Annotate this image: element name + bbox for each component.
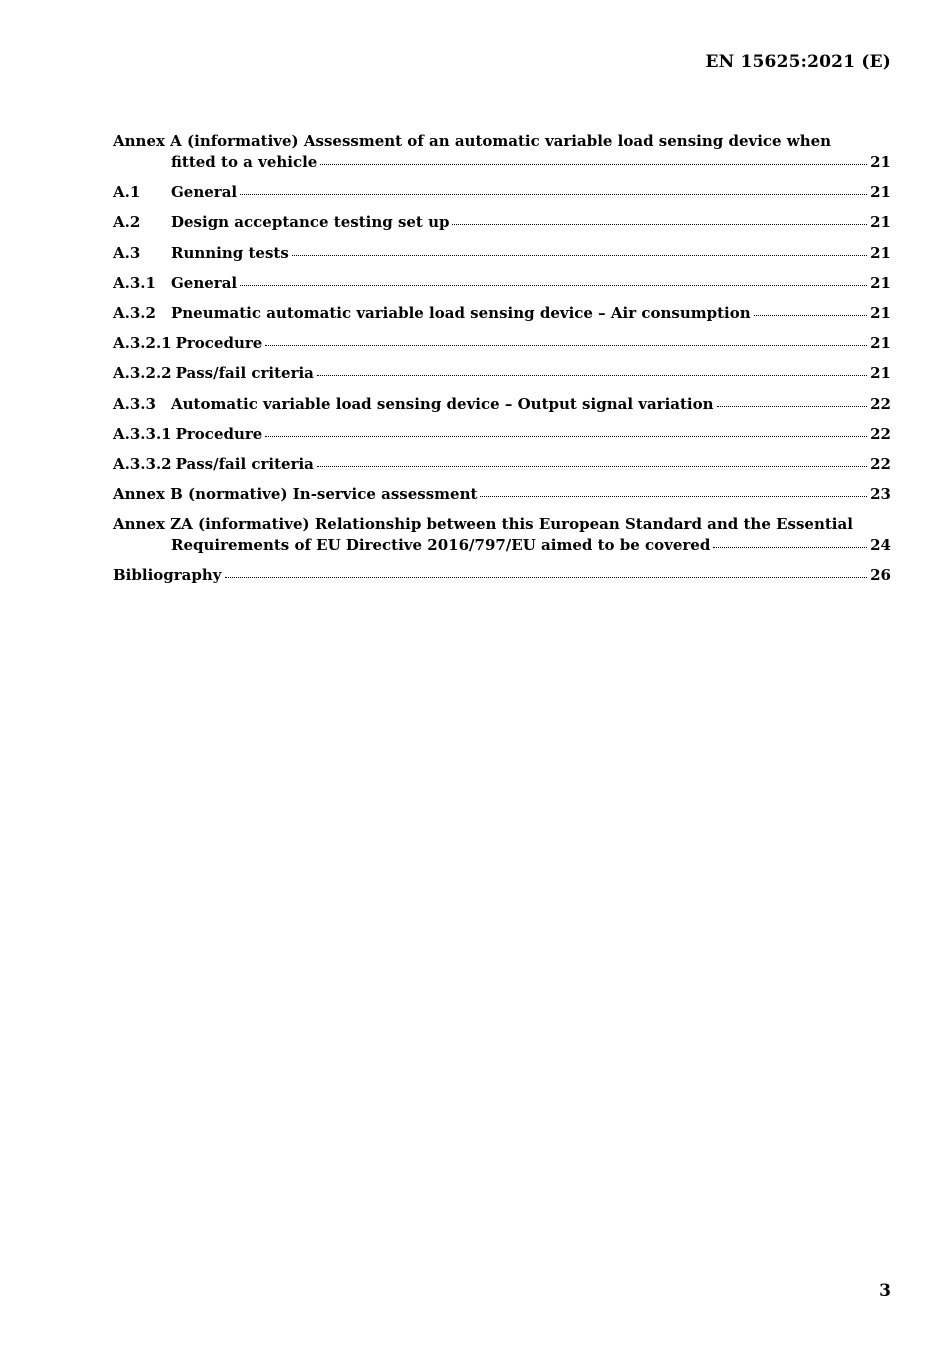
toc-leader-dots: [225, 566, 868, 580]
toc-page-number: 22: [870, 424, 891, 443]
toc-entry-a3-3-2[interactable]: [113, 454, 891, 475]
toc-entry-a2[interactable]: [113, 212, 891, 233]
toc-page-number: 21: [870, 273, 891, 292]
toc-section-number: A.3.2: [113, 303, 156, 322]
toc-section-title: Procedure: [175, 424, 263, 443]
toc-leader-dots: [240, 183, 867, 197]
toc-annex-za-title-line2: Requirements of EU Directive 2016/797/EU aimed to be covered: [171, 536, 711, 555]
toc-section-title: Automatic variable load sensing device – Output signal variation: [171, 394, 714, 413]
toc-section-title: Running tests: [171, 243, 289, 262]
toc-entry-bibliography[interactable]: [113, 565, 891, 586]
toc-entry-a3-3-1[interactable]: [113, 424, 891, 445]
document-id: EN 15625:2021 (E): [705, 52, 891, 72]
toc-section-number: A.2: [113, 213, 141, 232]
toc-section-title: General: [171, 183, 238, 202]
toc-leader-dots: [452, 213, 867, 227]
toc-entry-annex-a[interactable]: [113, 131, 891, 173]
toc-bibliography-title: Bibliography: [113, 566, 222, 585]
toc-section-title: Design acceptance testing set up: [171, 213, 450, 232]
toc-page-number: 21: [870, 364, 891, 383]
toc-entry-a3-2[interactable]: [113, 303, 891, 324]
toc-section-number: A.3.2.2: [113, 364, 172, 383]
toc-entry-a3-3[interactable]: [113, 394, 891, 415]
page-number: 3: [879, 1281, 891, 1301]
toc-leader-dots: [265, 334, 867, 348]
toc-leader-dots: [317, 364, 867, 378]
toc-entry-annex-b[interactable]: [113, 484, 891, 505]
toc-section-number: A.3.3.1: [113, 424, 172, 443]
toc-section-title: General: [171, 273, 238, 292]
toc-entry-annex-za[interactable]: [113, 514, 891, 556]
toc-leader-dots: [292, 244, 867, 258]
toc-leader-dots: [480, 485, 867, 499]
toc-annex-a-title-line2: fitted to a vehicle: [171, 153, 318, 171]
toc-page-number: 21: [870, 213, 891, 232]
toc-page-number: 21: [870, 303, 891, 322]
toc-entry-a1[interactable]: [113, 182, 891, 203]
toc-section-number: A.3.1: [113, 273, 156, 292]
toc-page-number: 21: [870, 243, 891, 262]
toc-page-number: 24: [870, 536, 891, 555]
toc-annex-a-title-line1: Annex A (informative) Assessment of an automatic variable load sensing device when: [113, 132, 832, 150]
toc-page-number: 26: [870, 566, 891, 585]
toc-section-title: Pneumatic automatic variable load sensing device – Air consumption: [171, 303, 751, 322]
toc-entry-a3-1[interactable]: [113, 273, 891, 294]
toc-section-number: A.3.2.1: [113, 334, 172, 353]
toc-page-number: 22: [870, 394, 891, 413]
table-of-contents: [113, 131, 891, 596]
toc-entry-a3[interactable]: [113, 243, 891, 264]
toc-leader-dots: [713, 536, 867, 550]
toc-section-number: A.3.3: [113, 394, 156, 413]
toc-section-title: Procedure: [175, 334, 263, 353]
toc-section-number: A.1: [113, 183, 141, 202]
toc-leader-dots: [717, 395, 868, 409]
toc-page-number: 21: [870, 183, 891, 202]
toc-leader-dots: [754, 304, 867, 318]
toc-section-title: Pass/fail criteria: [175, 364, 314, 383]
toc-entry-a3-2-1[interactable]: [113, 333, 891, 354]
toc-leader-dots: [320, 153, 867, 167]
toc-page-number: 22: [870, 454, 891, 473]
toc-leader-dots: [265, 425, 867, 439]
toc-page-number: 23: [870, 485, 891, 504]
toc-leader-dots: [317, 455, 867, 469]
toc-page-number: 21: [870, 153, 891, 171]
toc-annex-za-title-line1: Annex ZA (informative) Relationship between this European Standard and the Essential: [113, 515, 853, 534]
toc-page-number: 21: [870, 334, 891, 353]
toc-section-title: Pass/fail criteria: [175, 454, 314, 473]
toc-entry-a3-2-2[interactable]: [113, 363, 891, 384]
toc-leader-dots: [240, 274, 867, 288]
toc-section-number: A.3.3.2: [113, 454, 172, 473]
toc-annex-b-title: Annex B (normative) In-service assessment: [113, 485, 478, 504]
toc-section-number: A.3: [113, 243, 141, 262]
